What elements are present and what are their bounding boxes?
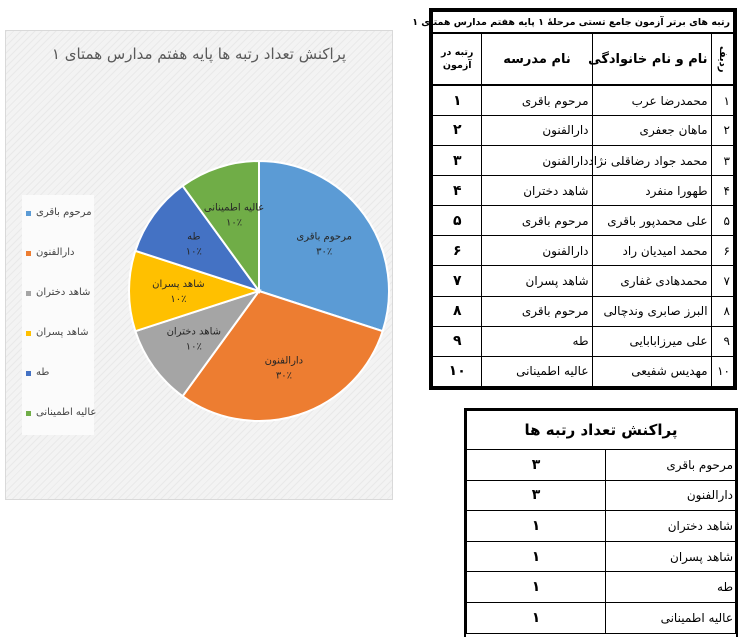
rank-value: ۱ [433, 85, 482, 115]
slice-category-label: دارالفنون [264, 355, 304, 367]
slice-category-label: شاهد پسران [152, 279, 205, 290]
school-name: شاهد پسران [482, 266, 592, 296]
header-row-number: ردیف [711, 33, 733, 85]
rank-value: ۱۰ [433, 356, 482, 386]
ranking-table [412, 8, 737, 390]
header-school: نام مدرسه [482, 33, 592, 85]
legend-label: دارالفنون [36, 247, 75, 258]
header-name: نام و نام خانوادگی [592, 33, 711, 85]
summary-school: مرحوم باقری [606, 450, 736, 481]
summary-count: ۱ [467, 602, 606, 633]
table-row [433, 176, 734, 206]
table-row [467, 572, 736, 603]
school-name: دارالفنون [482, 236, 592, 266]
legend-swatch [26, 211, 31, 216]
slice-percent-label: ۳۰٪ [275, 370, 292, 382]
summary-school: عالیه اطمینانی [606, 602, 736, 633]
rank-value: ۸ [433, 296, 482, 326]
student-name: محمدهادی غفاری [592, 266, 711, 296]
legend-label: طه [36, 367, 50, 378]
summary-table-title: پراکنش تعداد رتبه ها [467, 411, 736, 450]
row-number: ۱۰ [711, 356, 733, 386]
slice-category-label: طه [187, 231, 201, 243]
slice-percent-label: ۱۰٪ [170, 294, 187, 305]
slice-category-label: مرحوم باقری [296, 231, 352, 243]
summary-school: شاهد پسران [606, 541, 736, 572]
table-row [433, 326, 734, 356]
student-name: محمد جواد رضاقلی نژاد [592, 146, 711, 176]
header-rank: رتبه در آزمون [433, 33, 482, 85]
student-name: علی میرزابابایی [592, 326, 711, 356]
row-number: ۴ [711, 176, 733, 206]
summary-count: ۱ [467, 572, 606, 603]
rank-value: ۵ [433, 206, 482, 236]
row-number: ۶ [711, 236, 733, 266]
slice-category-label: شاهد دختران [166, 326, 222, 338]
rank-value: ۷ [433, 266, 482, 296]
legend-swatch [26, 251, 31, 256]
legend-swatch [26, 331, 31, 336]
table-row [433, 266, 734, 296]
slice-category-label: عالیه اطمینانی [203, 202, 265, 214]
student-name: البرز صابری وندچالی [592, 296, 711, 326]
rank-value: ۹ [433, 326, 482, 356]
summary-count: ۳ [467, 450, 606, 481]
legend-label: مرحوم باقری [36, 207, 92, 218]
table-row [433, 356, 734, 386]
school-name: شاهد دختران [482, 176, 592, 206]
summary-table [464, 408, 738, 637]
chart-legend [22, 195, 97, 435]
table-row [467, 450, 736, 481]
student-name: مهدیس شفیعی [592, 356, 711, 386]
summary-school: شاهد دختران [606, 511, 736, 542]
row-number: ۲ [711, 115, 733, 145]
summary-school: طه [606, 572, 736, 603]
student-name: علی محمدپور باقری [592, 206, 711, 236]
slice-percent-label: ۳۰٪ [316, 246, 333, 258]
school-name: طه [482, 326, 592, 356]
summary-count: ۱ [467, 541, 606, 572]
legend-label: شاهد پسران [36, 327, 89, 338]
row-number: ۷ [711, 266, 733, 296]
ranking-table-caption: رتبه های برتر آزمون جامع تستی مرحلهٔ ۱ پایه هفتم مدارس همتای ۱ [433, 12, 734, 34]
chart-title: پراکنش تعداد رتبه ها پایه هفتم مدارس همتای ۱ [51, 45, 347, 63]
table-row [433, 85, 734, 115]
table-row [467, 602, 736, 633]
school-name: عالیه اطمینانی [482, 356, 592, 386]
student-name: ماهان جعفری [592, 115, 711, 145]
summary-count: ۳ [467, 480, 606, 511]
table-row [433, 206, 734, 236]
table-row [467, 480, 736, 511]
legend-label: عالیه اطمینانی [36, 407, 97, 418]
row-number: ۱ [711, 85, 733, 115]
row-number: ۵ [711, 206, 733, 236]
rank-value: ۴ [433, 176, 482, 206]
summary-count: ۱ [467, 511, 606, 542]
school-name: مرحوم باقری [482, 296, 592, 326]
table-row [433, 236, 734, 266]
row-number: ۳ [711, 146, 733, 176]
school-name: مرحوم باقری [482, 206, 592, 236]
slice-percent-label: ۱۰٪ [226, 217, 243, 229]
table-row [433, 296, 734, 326]
rank-value: ۲ [433, 115, 482, 145]
school-name: مرحوم باقری [482, 85, 592, 115]
rank-value: ۳ [433, 146, 482, 176]
legend-swatch [26, 371, 31, 376]
student-name: محمد امیدیان راد [592, 236, 711, 266]
legend-label: شاهد دختران [36, 287, 91, 298]
student-name: طهورا منفرد [592, 176, 711, 206]
row-number: ۹ [711, 326, 733, 356]
slice-percent-label: ۱۰٪ [185, 341, 202, 353]
student-name: محمدرضا عرب [592, 85, 711, 115]
slice-percent-label: ۱۰٪ [185, 246, 202, 258]
legend-swatch [26, 291, 31, 296]
legend-swatch [26, 411, 31, 416]
table-row [467, 511, 736, 542]
rank-value: ۶ [433, 236, 482, 266]
summary-school: دارالفنون [606, 480, 736, 511]
school-name: دارالفنون [482, 146, 592, 176]
table-row [433, 115, 734, 145]
school-name: دارالفنون [482, 115, 592, 145]
table-row [433, 146, 734, 176]
table-row [467, 541, 736, 572]
pie-chart-panel [5, 30, 393, 500]
row-number: ۸ [711, 296, 733, 326]
